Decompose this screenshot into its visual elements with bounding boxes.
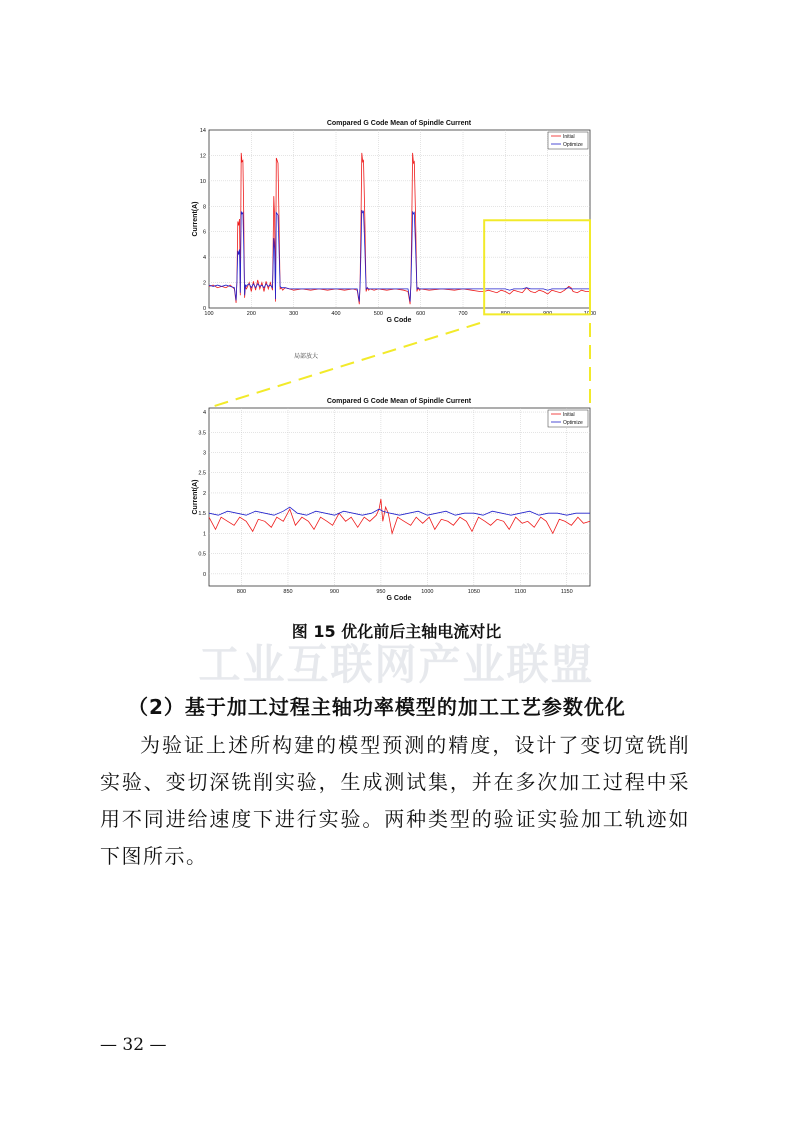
y-tick-label: 0 <box>202 306 206 312</box>
y-tick-label: 2 <box>202 490 206 497</box>
legend-initial-label: Initial <box>563 134 575 140</box>
x-tick-label: 600 <box>416 311 426 317</box>
y-tick-label: 14 <box>199 128 206 134</box>
zoom-connector-left <box>208 323 480 408</box>
x-tick-label: 400 <box>331 311 341 317</box>
chart-bottom-legend <box>548 410 588 427</box>
chart-top <box>192 120 596 324</box>
x-tick-label: 1050 <box>467 589 480 595</box>
chart-bottom-title: Compared G Code Mean of Spindle Current <box>326 398 472 405</box>
watermark: 工业互联网产业联盟 <box>198 640 595 689</box>
y-tick-label: 12 <box>199 153 206 160</box>
y-tick-label: 3 <box>202 450 206 457</box>
y-tick-label: 4 <box>202 255 206 262</box>
x-tick-label: 300 <box>289 311 299 317</box>
x-tick-label: 1000 <box>583 311 597 317</box>
x-tick-label: 500 <box>373 311 383 317</box>
y-tick-label: 1 <box>202 531 206 538</box>
y-tick-label: 2 <box>202 280 206 287</box>
y-tick-label: 4 <box>202 410 206 417</box>
x-tick-label: 950 <box>376 589 386 595</box>
y-tick-label: 0.5 <box>198 551 206 558</box>
body-paragraph: 为验证上述所构建的模型预测的精度，设计了变切宽铣削实验、变切深铣削实验，生成测试集，并在多次加工过程中采用不同进给速度下进行实验。两种类型的验证实验加工轨迹如下图所示。 <box>100 733 690 868</box>
x-tick-label: 100 <box>204 311 214 317</box>
y-tick-label: 1.5 <box>198 511 206 518</box>
chart-top-title: Compared G Code Mean of Spindle Current <box>326 120 472 127</box>
x-tick-label: 700 <box>458 311 468 317</box>
legend-optimize-label: Optimize <box>563 420 583 426</box>
chart-top-xlabel: G Code <box>386 317 412 324</box>
page-number: — 32 — <box>100 1035 167 1055</box>
y-tick-label: 0 <box>202 571 206 578</box>
y-tick-label: 6 <box>202 229 206 236</box>
y-tick-label: 3.5 <box>198 430 206 437</box>
y-tick-label: 2.5 <box>198 470 206 477</box>
x-tick-label: 800 <box>500 311 510 317</box>
legend-initial-label: Initial <box>563 412 575 418</box>
chart-top-ylabel: Current(A) <box>192 201 199 237</box>
y-tick-label: 10 <box>199 178 206 185</box>
chart-top-legend <box>548 132 588 149</box>
section-heading: （2）基于加工过程主轴功率模型的加工工艺参数优化 <box>128 695 626 719</box>
chart-bottom <box>192 398 590 602</box>
y-tick-label: 8 <box>202 204 206 211</box>
chart-bottom-frame <box>209 408 590 586</box>
x-tick-label: 1000 <box>421 589 434 595</box>
x-tick-label: 900 <box>543 311 553 317</box>
x-tick-label: 850 <box>283 589 293 595</box>
figure-caption: 图 15 优化前后主轴电流对比 <box>291 622 502 641</box>
chart-bottom-ylabel: Current(A) <box>192 479 199 515</box>
chart-bottom-xlabel: G Code <box>386 595 412 602</box>
x-tick-label: 1150 <box>560 589 573 595</box>
x-tick-label: 1100 <box>514 589 527 595</box>
zoom-label: 局部放大 <box>293 354 319 360</box>
x-tick-label: 900 <box>329 589 340 595</box>
legend-optimize-label: Optimize <box>563 142 583 148</box>
x-tick-label: 800 <box>236 589 247 595</box>
x-tick-label: 200 <box>246 311 256 317</box>
